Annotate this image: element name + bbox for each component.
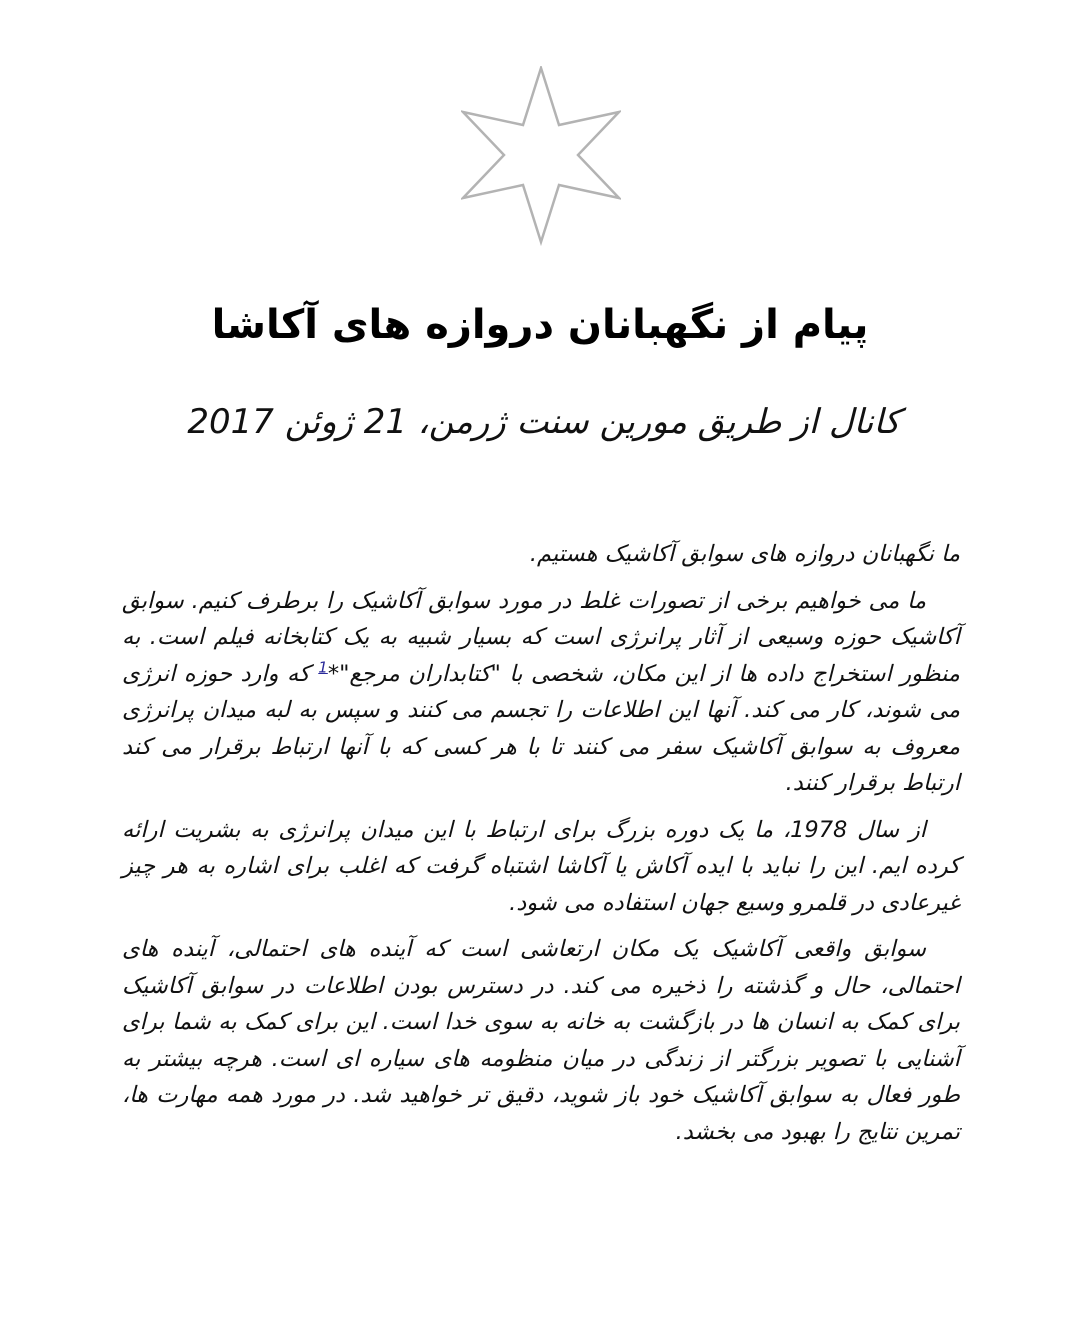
paragraph-misconceptions — [122, 583, 960, 802]
page-title: پیام از نگهبانان دروازه های آکاشا — [211, 302, 869, 348]
paragraph-intro: ما نگهبانان دروازه های سوابق آکاشیک هستیم. — [529, 541, 960, 567]
star-outline — [463, 68, 619, 242]
paragraph-text-part2: که وارد حوزه انرژی می شوند، کار می کند. آنها این اطلاعات را تجسم می کنند و سپس به لبه میدان پرانرژی معروف به سوابق آکاشیک سفر می کنند تا با هر کسی که با آنها ارتباط برقرار می کند ارتباط برقرار کنند. — [122, 660, 960, 796]
paragraph-text-part1: ما می خواهیم برخی از تصورات غلط در مورد سوابق آکاشیک را برطرف کنیم. سوابق آکاشیک حوزه وسیعی از آثار پرانرژی است که بسیار شبیه به یک کتابخانه فیلم است. به منظور استخراج داده ها از این مکان، شخصی با "کتابداران مرجع"* — [122, 587, 960, 687]
paragraph-true-records: سوابق واقعی آکاشیک یک مکان ارتعاشی است که آینده های احتمالی، آینده های احتمالی، حال و گذشته را ذخیره می کند. در دسترس بودن اطلاعات در سوابق آکاشیک برای کمک به انسان ها در بازگشت به خانه به سوی خدا است. این برای کمک به شما برای آشنایی با تصویر بزرگتر از زندگی در میان منظومه های سیاره ای است. هرچه بیشتر به طور فعال به سوابق آکاشیک خود باز شوید، دقیق تر خواهید شد. در مورد همه مهارت ها، تمرین نتایج را بهبود می بخشد. — [122, 936, 960, 1145]
message-body — [122, 536, 960, 1160]
six-pointed-star-icon — [461, 66, 621, 246]
paragraph-history: از سال 1978، ما یک دوره بزرگ برای ارتباط با این میدان پرانرژی به بشریت ارائه کرده ایم. این را نباید با ایده آکاش یا آکاشا اشتباه گرفت که اغلب برای اشاره به هر چیز غیرعادی در قلمرو وسیع جهان استفاده می شود. — [122, 816, 960, 916]
footnote-link[interactable]: 1 — [318, 658, 328, 676]
page-subtitle: کانال از طریق مورین سنت ژرمن، 21 ژوئن 2017 — [187, 402, 900, 442]
